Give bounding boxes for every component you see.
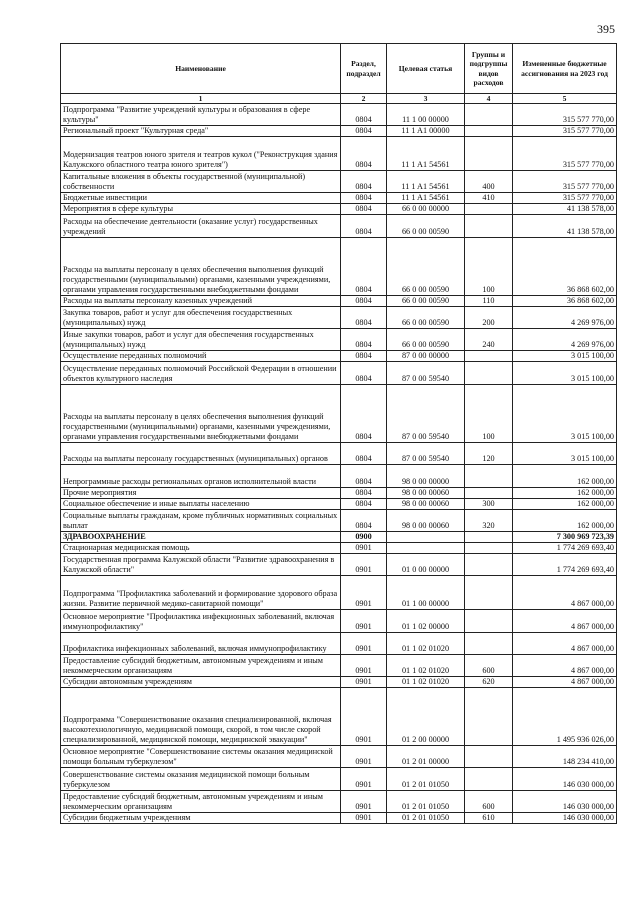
cell-target: 11 1 A1 54561 bbox=[387, 193, 465, 204]
cell-name: Прочие мероприятия bbox=[61, 488, 341, 499]
cell-group bbox=[465, 576, 513, 610]
table-row bbox=[61, 610, 617, 633]
cell-name: Модернизация театров юного зрителя и театров кукол ("Реконструкция здания Калужского областного театра юного зрителя") bbox=[61, 137, 341, 171]
table-row bbox=[61, 137, 617, 171]
cell-amount: 148 234 410,00 bbox=[513, 746, 617, 768]
cell-name: Расходы на выплаты персоналу казенных учреждений bbox=[61, 296, 341, 307]
cell-target: 66 0 00 00000 bbox=[387, 204, 465, 215]
cell-group bbox=[465, 362, 513, 385]
cell-name: Бюджетные инвестиции bbox=[61, 193, 341, 204]
cell-target: 66 0 00 00590 bbox=[387, 238, 465, 296]
table-row bbox=[61, 193, 617, 204]
cell-group bbox=[465, 688, 513, 746]
cell-group: 240 bbox=[465, 329, 513, 351]
cell-section: 0901 bbox=[341, 655, 387, 677]
cell-name: Основное мероприятие "Профилактика инфекционных заболеваний, включая иммунопрофилактику" bbox=[61, 610, 341, 633]
cell-target: 98 0 00 00060 bbox=[387, 499, 465, 510]
table-row bbox=[61, 554, 617, 576]
cell-group: 120 bbox=[465, 443, 513, 465]
cell-target: 01 0 00 00000 bbox=[387, 554, 465, 576]
cell-target: 01 1 02 01020 bbox=[387, 655, 465, 677]
cell-target: 87 0 00 00000 bbox=[387, 351, 465, 362]
cell-target: 11 1 00 00000 bbox=[387, 104, 465, 126]
page-number: 395 bbox=[597, 22, 615, 36]
cell-group bbox=[465, 554, 513, 576]
cell-amount: 315 577 770,00 bbox=[513, 126, 617, 137]
table-row bbox=[61, 768, 617, 791]
table-row bbox=[61, 688, 617, 746]
cell-amount: 162 000,00 bbox=[513, 499, 617, 510]
cell-name: Предоставление субсидий бюджетным, автономным учреждениям и иным некоммерческим организациям bbox=[61, 655, 341, 677]
cell-name: ЗДРАВООХРАНЕНИЕ bbox=[61, 532, 341, 543]
cell-amount: 315 577 770,00 bbox=[513, 137, 617, 171]
cell-amount: 36 868 602,00 bbox=[513, 238, 617, 296]
cell-section: 0901 bbox=[341, 554, 387, 576]
table-row bbox=[61, 307, 617, 329]
table-row bbox=[61, 655, 617, 677]
cell-target: 11 1 A1 00000 bbox=[387, 126, 465, 137]
cell-section: 0804 bbox=[341, 329, 387, 351]
cell-amount: 146 030 000,00 bbox=[513, 768, 617, 791]
header-amount: Измененные бюджетные ассигнования на 2023 год bbox=[513, 44, 617, 94]
cell-group: 100 bbox=[465, 238, 513, 296]
cell-section: 0901 bbox=[341, 813, 387, 824]
cell-group bbox=[465, 351, 513, 362]
cell-name: Закупка товаров, работ и услуг для обеспечения государственных (муниципальных) нужд bbox=[61, 307, 341, 329]
cell-target: 66 0 00 00590 bbox=[387, 307, 465, 329]
cell-section: 0901 bbox=[341, 633, 387, 655]
cell-target bbox=[387, 532, 465, 543]
cell-name: Расходы на обеспечение деятельности (оказание услуг) государственных учреждений bbox=[61, 215, 341, 238]
cell-section: 0900 bbox=[341, 532, 387, 543]
table-row bbox=[61, 791, 617, 813]
cell-section: 0804 bbox=[341, 137, 387, 171]
cell-target: 87 0 00 59540 bbox=[387, 443, 465, 465]
column-number-row bbox=[61, 94, 617, 104]
cell-name: Предоставление субсидий бюджетным, автономным учреждениям и иным некоммерческим организациям bbox=[61, 791, 341, 813]
cell-section: 0804 bbox=[341, 126, 387, 137]
cell-section: 0804 bbox=[341, 465, 387, 488]
cell-name: Совершенствование системы оказания медицинской помощи больным туберкулезом bbox=[61, 768, 341, 791]
cell-group: 100 bbox=[465, 385, 513, 443]
cell-amount: 1 774 269 693,40 bbox=[513, 543, 617, 554]
cell-name: Осуществление переданных полномочий bbox=[61, 351, 341, 362]
table-row bbox=[61, 633, 617, 655]
cell-amount: 41 138 578,00 bbox=[513, 204, 617, 215]
cell-group bbox=[465, 215, 513, 238]
cell-amount: 41 138 578,00 bbox=[513, 215, 617, 238]
cell-target: 01 1 00 00000 bbox=[387, 576, 465, 610]
column-number: 3 bbox=[387, 94, 465, 104]
cell-section: 0804 bbox=[341, 296, 387, 307]
cell-name: Социальное обеспечение и иные выплаты населению bbox=[61, 499, 341, 510]
cell-section: 0901 bbox=[341, 543, 387, 554]
header-target: Целевая статья bbox=[387, 44, 465, 94]
cell-group bbox=[465, 104, 513, 126]
cell-name: Непрограммные расходы региональных органов исполнительной власти bbox=[61, 465, 341, 488]
cell-group bbox=[465, 543, 513, 554]
table-row bbox=[61, 510, 617, 532]
cell-target: 01 2 01 01050 bbox=[387, 768, 465, 791]
cell-amount: 4 269 976,00 bbox=[513, 329, 617, 351]
cell-name: Расходы на выплаты персоналу государственных (муниципальных) органов bbox=[61, 443, 341, 465]
header-section: Раздел, подраздел bbox=[341, 44, 387, 94]
cell-section: 0901 bbox=[341, 768, 387, 791]
table-row bbox=[61, 204, 617, 215]
cell-target: 01 2 01 01050 bbox=[387, 791, 465, 813]
cell-name: Подпрограмма "Развитие учреждений культуры и образования в сфере культуры" bbox=[61, 104, 341, 126]
cell-target: 01 1 02 01020 bbox=[387, 677, 465, 688]
cell-name: Социальные выплаты гражданам, кроме публичных нормативных социальных выплат bbox=[61, 510, 341, 532]
table-row bbox=[61, 329, 617, 351]
cell-group bbox=[465, 488, 513, 499]
header-name: Наименование bbox=[61, 44, 341, 94]
table-row bbox=[61, 576, 617, 610]
table-row bbox=[61, 215, 617, 238]
column-number: 1 bbox=[61, 94, 341, 104]
cell-section: 0804 bbox=[341, 238, 387, 296]
cell-amount: 146 030 000,00 bbox=[513, 791, 617, 813]
cell-amount: 4 867 000,00 bbox=[513, 610, 617, 633]
cell-name: Субсидии бюджетным учреждениям bbox=[61, 813, 341, 824]
cell-target: 11 1 A1 54561 bbox=[387, 137, 465, 171]
cell-section: 0804 bbox=[341, 193, 387, 204]
table-row bbox=[61, 104, 617, 126]
table-row bbox=[61, 443, 617, 465]
cell-amount: 4 867 000,00 bbox=[513, 655, 617, 677]
cell-section: 0901 bbox=[341, 791, 387, 813]
table-row bbox=[61, 296, 617, 307]
column-number: 2 bbox=[341, 94, 387, 104]
cell-group: 410 bbox=[465, 193, 513, 204]
cell-name: Иные закупки товаров, работ и услуг для обеспечения государственных (муниципальных) нужд bbox=[61, 329, 341, 351]
cell-group: 300 bbox=[465, 499, 513, 510]
cell-section: 0804 bbox=[341, 510, 387, 532]
cell-section: 0804 bbox=[341, 499, 387, 510]
cell-amount: 146 030 000,00 bbox=[513, 813, 617, 824]
cell-section: 0804 bbox=[341, 215, 387, 238]
cell-group: 620 bbox=[465, 677, 513, 688]
table-row bbox=[61, 813, 617, 824]
table-row bbox=[61, 488, 617, 499]
cell-target: 87 0 00 59540 bbox=[387, 362, 465, 385]
cell-target: 87 0 00 59540 bbox=[387, 385, 465, 443]
table-row bbox=[61, 351, 617, 362]
cell-target: 01 1 02 00000 bbox=[387, 610, 465, 633]
cell-group bbox=[465, 532, 513, 543]
cell-name: Капитальные вложения в объекты государственной (муниципальной) собственности bbox=[61, 171, 341, 193]
cell-amount: 162 000,00 bbox=[513, 488, 617, 499]
cell-section: 0804 bbox=[341, 362, 387, 385]
cell-section: 0804 bbox=[341, 171, 387, 193]
cell-amount: 162 000,00 bbox=[513, 510, 617, 532]
cell-amount: 1 774 269 693,40 bbox=[513, 554, 617, 576]
cell-group: 610 bbox=[465, 813, 513, 824]
column-number: 4 bbox=[465, 94, 513, 104]
table-row bbox=[61, 543, 617, 554]
cell-name: Подпрограмма "Совершенствование оказания специализированной, включая высокотехнологичную, медицинской помощи, скорой, в том числе скорой специализированной, медицинской помощи, медицинской эвакуации" bbox=[61, 688, 341, 746]
cell-section: 0804 bbox=[341, 204, 387, 215]
cell-section: 0901 bbox=[341, 746, 387, 768]
cell-amount: 315 577 770,00 bbox=[513, 104, 617, 126]
cell-group bbox=[465, 137, 513, 171]
cell-target: 01 2 01 00000 bbox=[387, 746, 465, 768]
budget-table bbox=[60, 43, 617, 824]
cell-target: 66 0 00 00590 bbox=[387, 296, 465, 307]
table-row bbox=[61, 171, 617, 193]
cell-group bbox=[465, 204, 513, 215]
cell-section: 0804 bbox=[341, 443, 387, 465]
cell-group: 400 bbox=[465, 171, 513, 193]
cell-name: Мероприятия в сфере культуры bbox=[61, 204, 341, 215]
cell-section: 0901 bbox=[341, 610, 387, 633]
cell-amount: 4 867 000,00 bbox=[513, 576, 617, 610]
cell-group: 320 bbox=[465, 510, 513, 532]
cell-target: 98 0 00 00000 bbox=[387, 465, 465, 488]
cell-name: Расходы на выплаты персоналу в целях обеспечения выполнения функций государственными (муниципальными) органами, казенными учреждениями, органами управления государственными внебюджетными фондами bbox=[61, 385, 341, 443]
table-row bbox=[61, 126, 617, 137]
cell-amount: 4 867 000,00 bbox=[513, 633, 617, 655]
header-row bbox=[61, 44, 617, 94]
cell-amount: 315 577 770,00 bbox=[513, 193, 617, 204]
cell-amount: 4 269 976,00 bbox=[513, 307, 617, 329]
table-row bbox=[61, 499, 617, 510]
cell-section: 0804 bbox=[341, 385, 387, 443]
cell-target bbox=[387, 543, 465, 554]
cell-target: 98 0 00 00060 bbox=[387, 510, 465, 532]
cell-target: 66 0 00 00590 bbox=[387, 215, 465, 238]
cell-name: Подпрограмма "Профилактика заболеваний и формирование здорового образа жизни. Развитие первичной медико-санитарной помощи" bbox=[61, 576, 341, 610]
cell-name: Расходы на выплаты персоналу в целях обеспечения выполнения функций государственными (муниципальными) органами, казенными учреждениями, органами управления государственными внебюджетными фондами bbox=[61, 238, 341, 296]
cell-name: Государственная программа Калужской области "Развитие здравоохранения в Калужской области" bbox=[61, 554, 341, 576]
cell-group bbox=[465, 610, 513, 633]
cell-section: 0804 bbox=[341, 488, 387, 499]
cell-name: Профилактика инфекционных заболеваний, включая иммунопрофилактику bbox=[61, 633, 341, 655]
cell-target: 01 1 02 01020 bbox=[387, 633, 465, 655]
cell-amount: 1 495 936 026,00 bbox=[513, 688, 617, 746]
cell-group bbox=[465, 633, 513, 655]
table-row bbox=[61, 385, 617, 443]
table-row bbox=[61, 238, 617, 296]
table-body bbox=[61, 104, 617, 824]
cell-group: 200 bbox=[465, 307, 513, 329]
cell-target: 01 2 01 01050 bbox=[387, 813, 465, 824]
cell-group: 110 bbox=[465, 296, 513, 307]
cell-target: 66 0 00 00590 bbox=[387, 329, 465, 351]
cell-target: 01 2 00 00000 bbox=[387, 688, 465, 746]
cell-section: 0804 bbox=[341, 104, 387, 126]
cell-group bbox=[465, 746, 513, 768]
cell-amount: 162 000,00 bbox=[513, 465, 617, 488]
cell-amount: 3 015 100,00 bbox=[513, 385, 617, 443]
cell-group bbox=[465, 768, 513, 791]
cell-section: 0901 bbox=[341, 677, 387, 688]
cell-name: Региональный проект "Культурная среда" bbox=[61, 126, 341, 137]
cell-amount: 4 867 000,00 bbox=[513, 677, 617, 688]
cell-amount: 7 300 969 723,39 bbox=[513, 532, 617, 543]
cell-target: 98 0 00 00060 bbox=[387, 488, 465, 499]
cell-section: 0804 bbox=[341, 307, 387, 329]
cell-section: 0901 bbox=[341, 576, 387, 610]
column-number: 5 bbox=[513, 94, 617, 104]
cell-name: Основное мероприятие "Совершенствование системы оказания медицинской помощи больным туберкулезом" bbox=[61, 746, 341, 768]
cell-name: Субсидии автономным учреждениям bbox=[61, 677, 341, 688]
cell-amount: 3 015 100,00 bbox=[513, 351, 617, 362]
cell-target: 11 1 A1 54561 bbox=[387, 171, 465, 193]
cell-amount: 315 577 770,00 bbox=[513, 171, 617, 193]
cell-name: Осуществление переданных полномочий Российской Федерации в отношении объектов культурного наследия bbox=[61, 362, 341, 385]
table-row bbox=[61, 465, 617, 488]
table-row bbox=[61, 677, 617, 688]
table-row bbox=[61, 746, 617, 768]
cell-group bbox=[465, 126, 513, 137]
header-groups: Группы и подгруппы видов расходов bbox=[465, 44, 513, 94]
cell-amount: 36 868 602,00 bbox=[513, 296, 617, 307]
cell-amount: 3 015 100,00 bbox=[513, 443, 617, 465]
cell-group bbox=[465, 465, 513, 488]
cell-amount: 3 015 100,00 bbox=[513, 362, 617, 385]
table-row bbox=[61, 362, 617, 385]
cell-section: 0804 bbox=[341, 351, 387, 362]
cell-group: 600 bbox=[465, 655, 513, 677]
table-row bbox=[61, 532, 617, 543]
cell-section: 0901 bbox=[341, 688, 387, 746]
cell-group: 600 bbox=[465, 791, 513, 813]
cell-name: Стационарная медицинская помощь bbox=[61, 543, 341, 554]
